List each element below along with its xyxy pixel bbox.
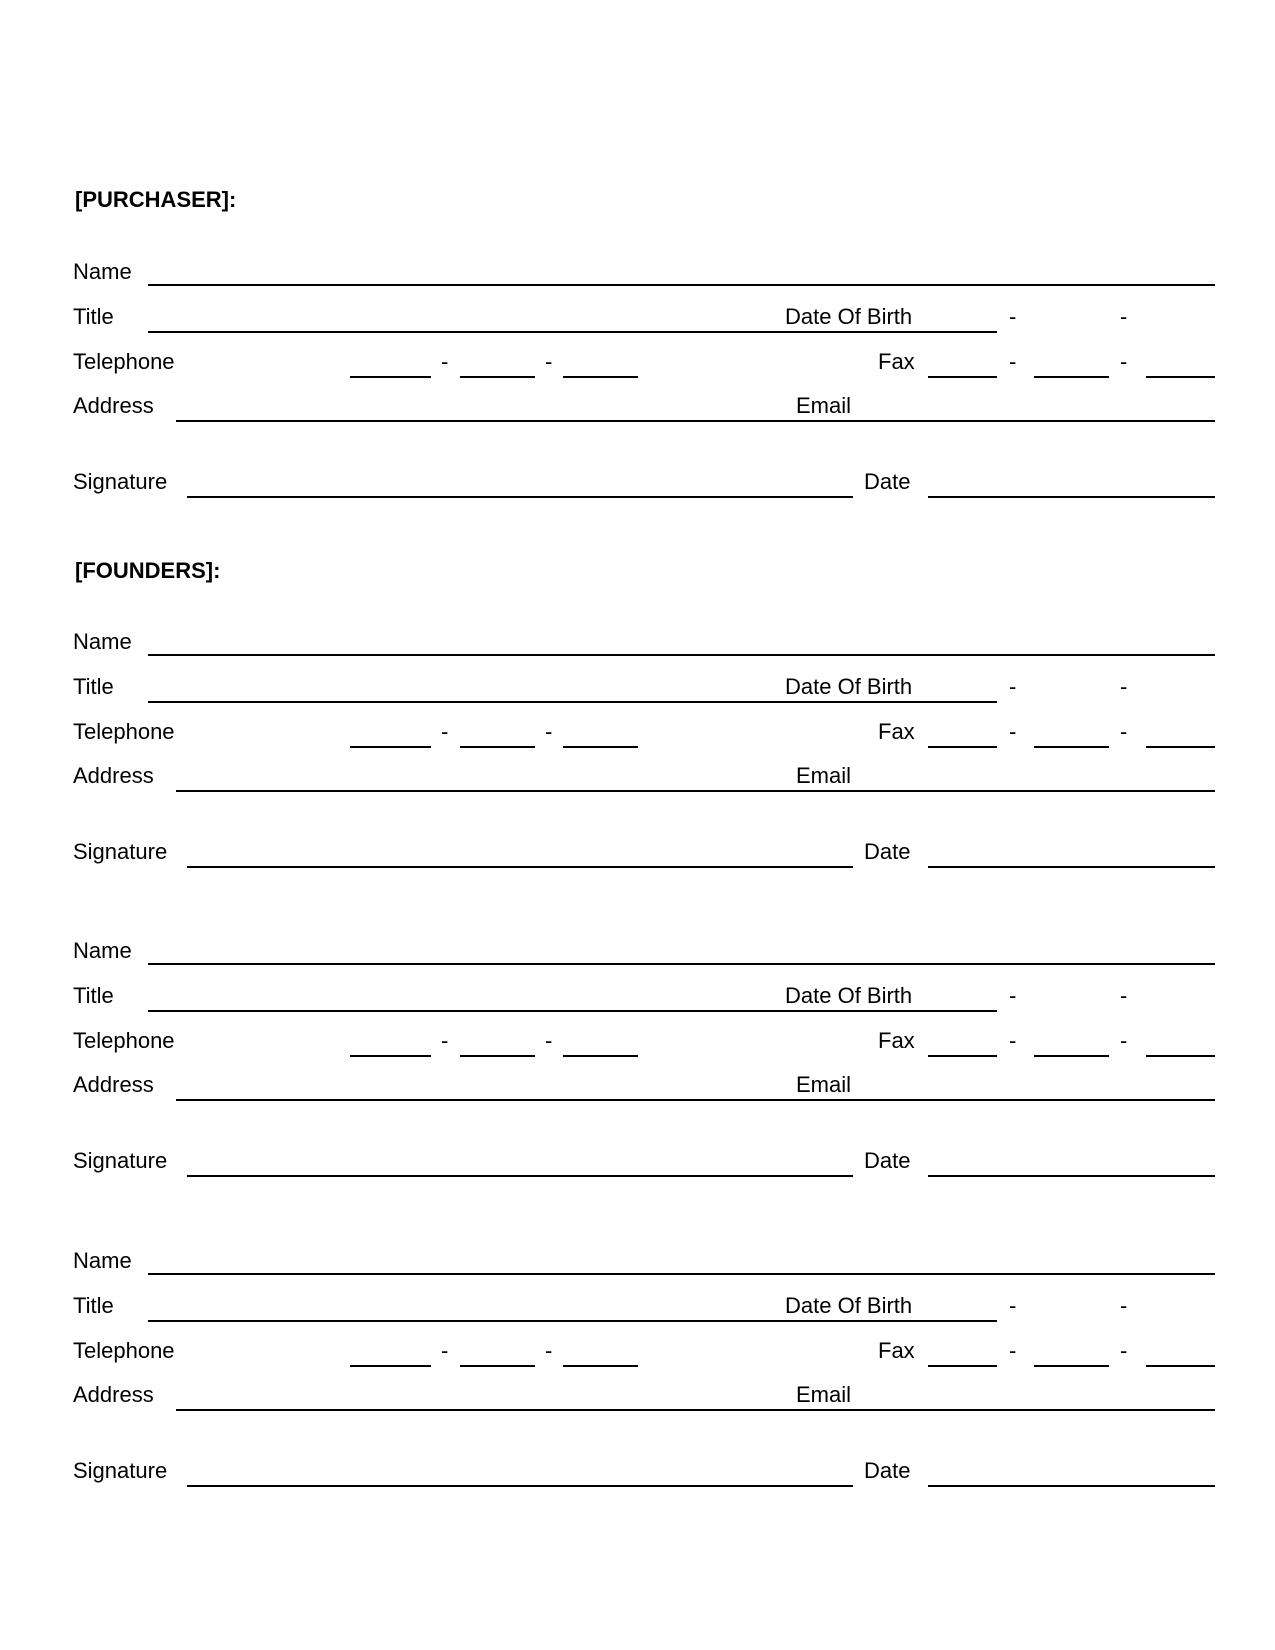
telephone-area-code-field[interactable]: [350, 1055, 431, 1057]
telephone-prefix-field[interactable]: [460, 746, 535, 748]
telephone-line-field[interactable]: [563, 746, 638, 748]
fax-separator: -: [1009, 1338, 1017, 1363]
signature-field[interactable]: [187, 1175, 853, 1177]
date-of-birth-label: Date Of Birth: [785, 674, 913, 699]
telephone-separator: -: [545, 1338, 553, 1363]
title-field[interactable]: [148, 1320, 997, 1322]
fax-separator: -: [1009, 1028, 1017, 1053]
telephone-line-field[interactable]: [563, 1365, 638, 1367]
signature-field[interactable]: [187, 866, 853, 868]
name-label: Name: [73, 938, 132, 963]
dob-separator: -: [1009, 983, 1017, 1008]
email-label: Email: [796, 1072, 852, 1097]
fax-line-field[interactable]: [1146, 376, 1215, 378]
email-label: Email: [796, 393, 852, 418]
dob-separator: -: [1120, 304, 1128, 329]
signature-date-field[interactable]: [928, 1175, 1215, 1177]
date-of-birth-label: Date Of Birth: [785, 1293, 913, 1318]
date-label: Date: [864, 839, 911, 864]
fax-separator: -: [1120, 1028, 1128, 1053]
fax-area-code-field[interactable]: [928, 1365, 997, 1367]
telephone-label: Telephone: [73, 349, 175, 374]
dob-separator: -: [1120, 674, 1128, 699]
telephone-label: Telephone: [73, 1028, 175, 1053]
name-label: Name: [73, 259, 132, 284]
date-of-birth-label: Date Of Birth: [785, 304, 913, 329]
address-label: Address: [73, 763, 154, 788]
name-label: Name: [73, 1248, 132, 1273]
dob-separator: -: [1120, 983, 1128, 1008]
telephone-line-field[interactable]: [563, 1055, 638, 1057]
telephone-area-code-field[interactable]: [350, 376, 431, 378]
name-label: Name: [73, 629, 132, 654]
telephone-separator: -: [545, 1028, 553, 1053]
date-of-birth-label: Date Of Birth: [785, 983, 913, 1008]
fax-label: Fax: [878, 1338, 915, 1363]
date-label: Date: [864, 1148, 911, 1173]
title-label: Title: [73, 1293, 114, 1318]
founders-heading: [FOUNDERS]:: [75, 558, 221, 583]
telephone-prefix-field[interactable]: [460, 1055, 535, 1057]
telephone-separator: -: [441, 719, 449, 744]
title-label: Title: [73, 304, 114, 329]
fax-line-field[interactable]: [1146, 1055, 1215, 1057]
dob-separator: -: [1120, 1293, 1128, 1318]
signature-date-field[interactable]: [928, 866, 1215, 868]
address-label: Address: [73, 1382, 154, 1407]
fax-separator: -: [1120, 1338, 1128, 1363]
telephone-area-code-field[interactable]: [350, 746, 431, 748]
title-field[interactable]: [148, 331, 997, 333]
founder-signature-block: [0, 934, 1275, 1264]
email-label: Email: [796, 1382, 852, 1407]
signature-field[interactable]: [187, 496, 853, 498]
telephone-label: Telephone: [73, 1338, 175, 1363]
telephone-separator: -: [545, 719, 553, 744]
purchaser-heading: [PURCHASER]:: [75, 187, 237, 212]
telephone-separator: -: [441, 349, 449, 374]
signature-date-field[interactable]: [928, 1485, 1215, 1487]
name-field[interactable]: [148, 284, 1215, 286]
purchaser-signature-block: [0, 255, 1275, 585]
address-field[interactable]: [176, 1099, 1215, 1101]
founder-signature-block: [0, 625, 1275, 955]
fax-area-code-field[interactable]: [928, 376, 997, 378]
title-label: Title: [73, 983, 114, 1008]
telephone-area-code-field[interactable]: [350, 1365, 431, 1367]
signature-label: Signature: [73, 1148, 168, 1173]
dob-separator: -: [1009, 674, 1017, 699]
fax-line-field[interactable]: [1146, 1365, 1215, 1367]
email-label: Email: [796, 763, 852, 788]
telephone-prefix-field[interactable]: [460, 1365, 535, 1367]
fax-area-code-field[interactable]: [928, 1055, 997, 1057]
title-field[interactable]: [148, 701, 997, 703]
signature-date-field[interactable]: [928, 496, 1215, 498]
telephone-label: Telephone: [73, 719, 175, 744]
telephone-separator: -: [441, 1028, 449, 1053]
founder-signature-block: [0, 1244, 1275, 1574]
address-field[interactable]: [176, 790, 1215, 792]
dob-separator: -: [1009, 1293, 1017, 1318]
fax-label: Fax: [878, 719, 915, 744]
signature-label: Signature: [73, 1458, 168, 1483]
fax-separator: -: [1009, 349, 1017, 374]
signature-label: Signature: [73, 469, 168, 494]
date-label: Date: [864, 469, 911, 494]
telephone-separator: -: [441, 1338, 449, 1363]
fax-line-field[interactable]: [1146, 746, 1215, 748]
title-field[interactable]: [148, 1010, 997, 1012]
fax-label: Fax: [878, 1028, 915, 1053]
address-label: Address: [73, 1072, 154, 1097]
date-label: Date: [864, 1458, 911, 1483]
fax-separator: -: [1120, 719, 1128, 744]
name-field[interactable]: [148, 654, 1215, 656]
fax-prefix-field[interactable]: [1034, 1055, 1109, 1057]
fax-separator: -: [1009, 719, 1017, 744]
address-field[interactable]: [176, 420, 1215, 422]
fax-label: Fax: [878, 349, 915, 374]
dob-separator: -: [1009, 304, 1017, 329]
fax-separator: -: [1120, 349, 1128, 374]
fax-prefix-field[interactable]: [1034, 1365, 1109, 1367]
telephone-separator: -: [545, 349, 553, 374]
telephone-line-field[interactable]: [563, 376, 638, 378]
signature-field[interactable]: [187, 1485, 853, 1487]
title-label: Title: [73, 674, 114, 699]
telephone-prefix-field[interactable]: [460, 376, 535, 378]
address-label: Address: [73, 393, 154, 418]
address-field[interactable]: [176, 1409, 1215, 1411]
name-field[interactable]: [148, 1273, 1215, 1275]
name-field[interactable]: [148, 963, 1215, 965]
fax-area-code-field[interactable]: [928, 746, 997, 748]
signature-label: Signature: [73, 839, 168, 864]
fax-prefix-field[interactable]: [1034, 376, 1109, 378]
fax-prefix-field[interactable]: [1034, 746, 1109, 748]
